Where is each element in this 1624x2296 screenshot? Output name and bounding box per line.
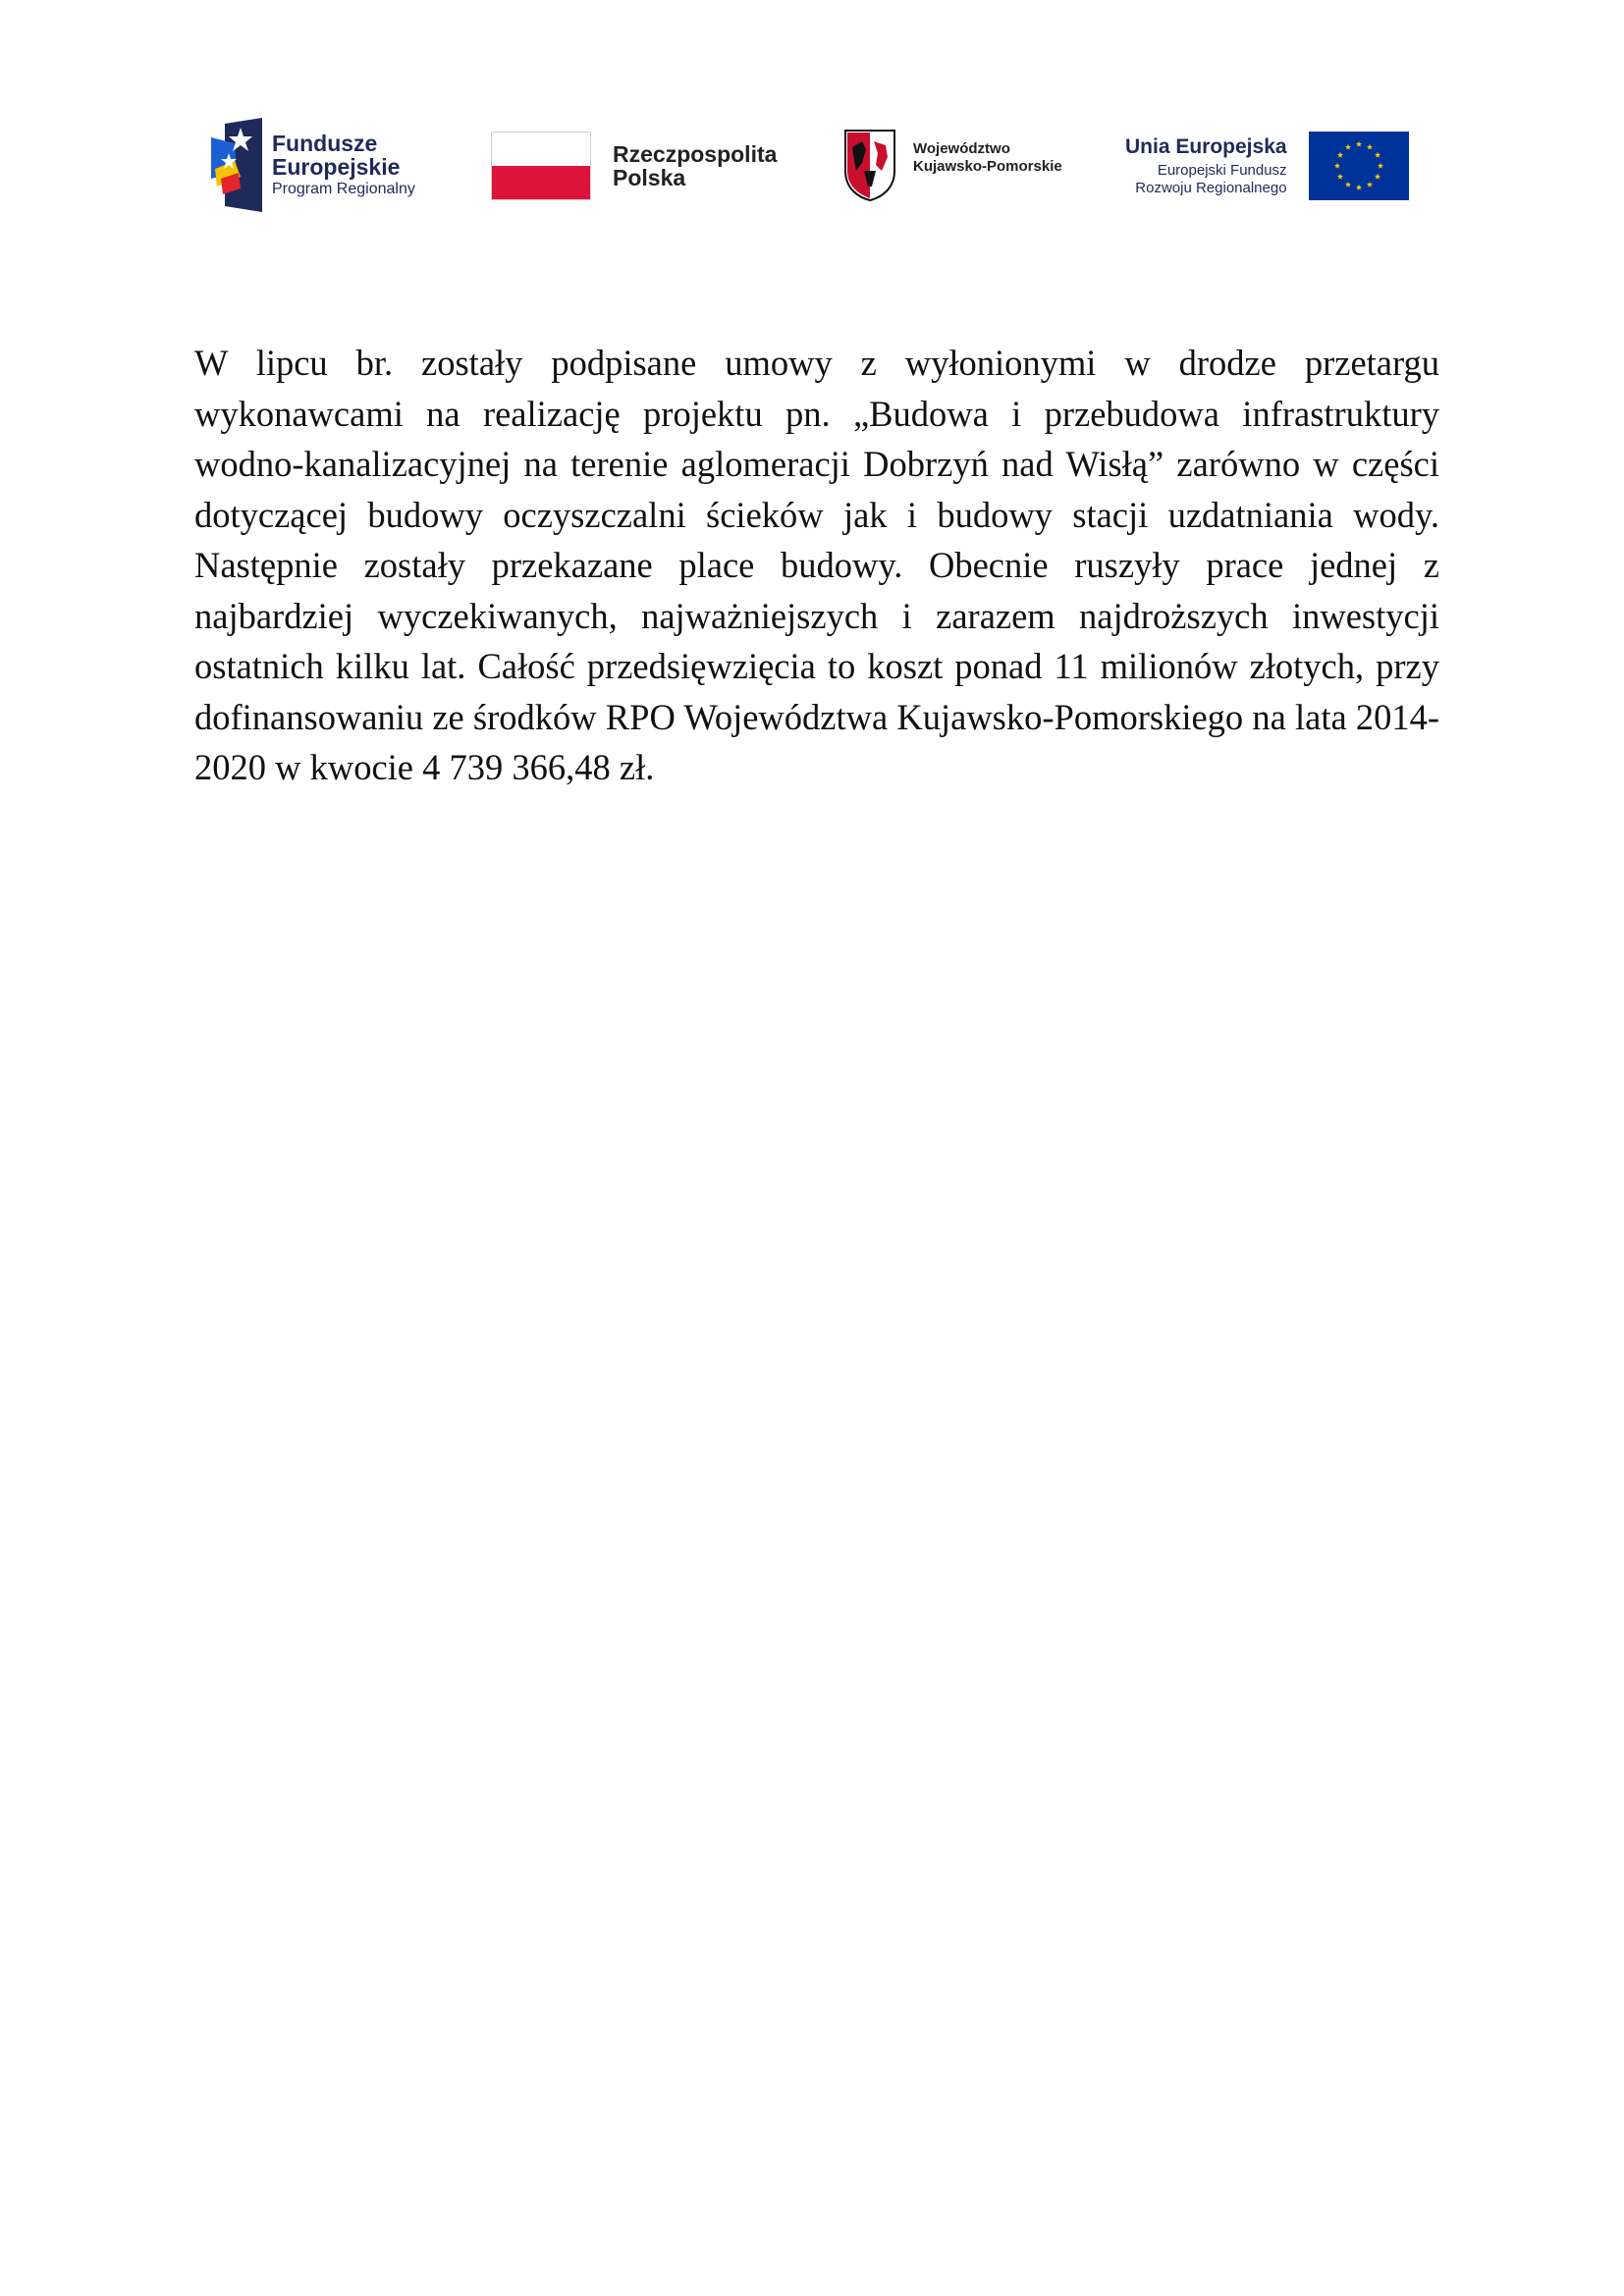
- wojewodztwo-line2: Kujawsko-Pomorskie: [913, 158, 1062, 175]
- rzeczpospolita-polska-logo: [491, 131, 777, 201]
- fundusze-europejskie-logo: [211, 116, 415, 214]
- unia-europejska-logo: [1125, 132, 1409, 200]
- polska-line1: Rzeczpospolita: [613, 140, 778, 167]
- wojewodztwo-line1: Województwo: [913, 140, 1010, 157]
- wojewodztwo-kujawsko-pomorskie-logo: [842, 128, 1062, 202]
- eu-flag-icon: [1309, 132, 1409, 200]
- unia-sub-line2: Rozwoju Regionalnego: [1135, 180, 1287, 197]
- unia-sub-line1: Europejski Fundusz: [1157, 162, 1287, 180]
- fundusze-subtitle: Program Regionalny: [272, 181, 415, 198]
- logo-bar: [0, 0, 1624, 226]
- polish-flag-icon: [491, 132, 591, 200]
- body-paragraph: W lipcu br. zostały podpisane umowy z wyłonionymi w drodze przetargu wykonawcami na realizację projektu pn. „Budowa i przebudowa infrastruktury wodno-kanalizacyjnej na terenie aglomeracji Dobrzyń nad Wisłą” zarówno w części dotyczącej budowy oczyszczalni ścieków jak i budowy stacji uzdatniania wody. Następnie zostały przekazane place budowy. Obecnie ruszyły prace jednej z najbardziej wyczekiwanych, najważniejszych i zarazem najdroższych inwestycji ostatnich kilku lat. Całość przedsięwzięcia to koszt ponad 11 milionów złotych, przy dofinansowaniu ze środków RPO Województwa Kujawsko-Pomorskiego na lata 2014-2020 w kwocie 4 739 366,48 zł.: [194, 343, 1439, 787]
- unia-title: Unia Europejska: [1125, 134, 1287, 158]
- document-body: [194, 338, 1439, 793]
- polska-line2: Polska: [613, 165, 686, 190]
- fundusze-europejskie-emblem-icon: [211, 118, 262, 212]
- fundusze-title-line1: Fundusze: [272, 130, 378, 156]
- coat-of-arms-icon: [842, 128, 897, 202]
- fundusze-title-line2: Europejskie: [272, 154, 401, 181]
